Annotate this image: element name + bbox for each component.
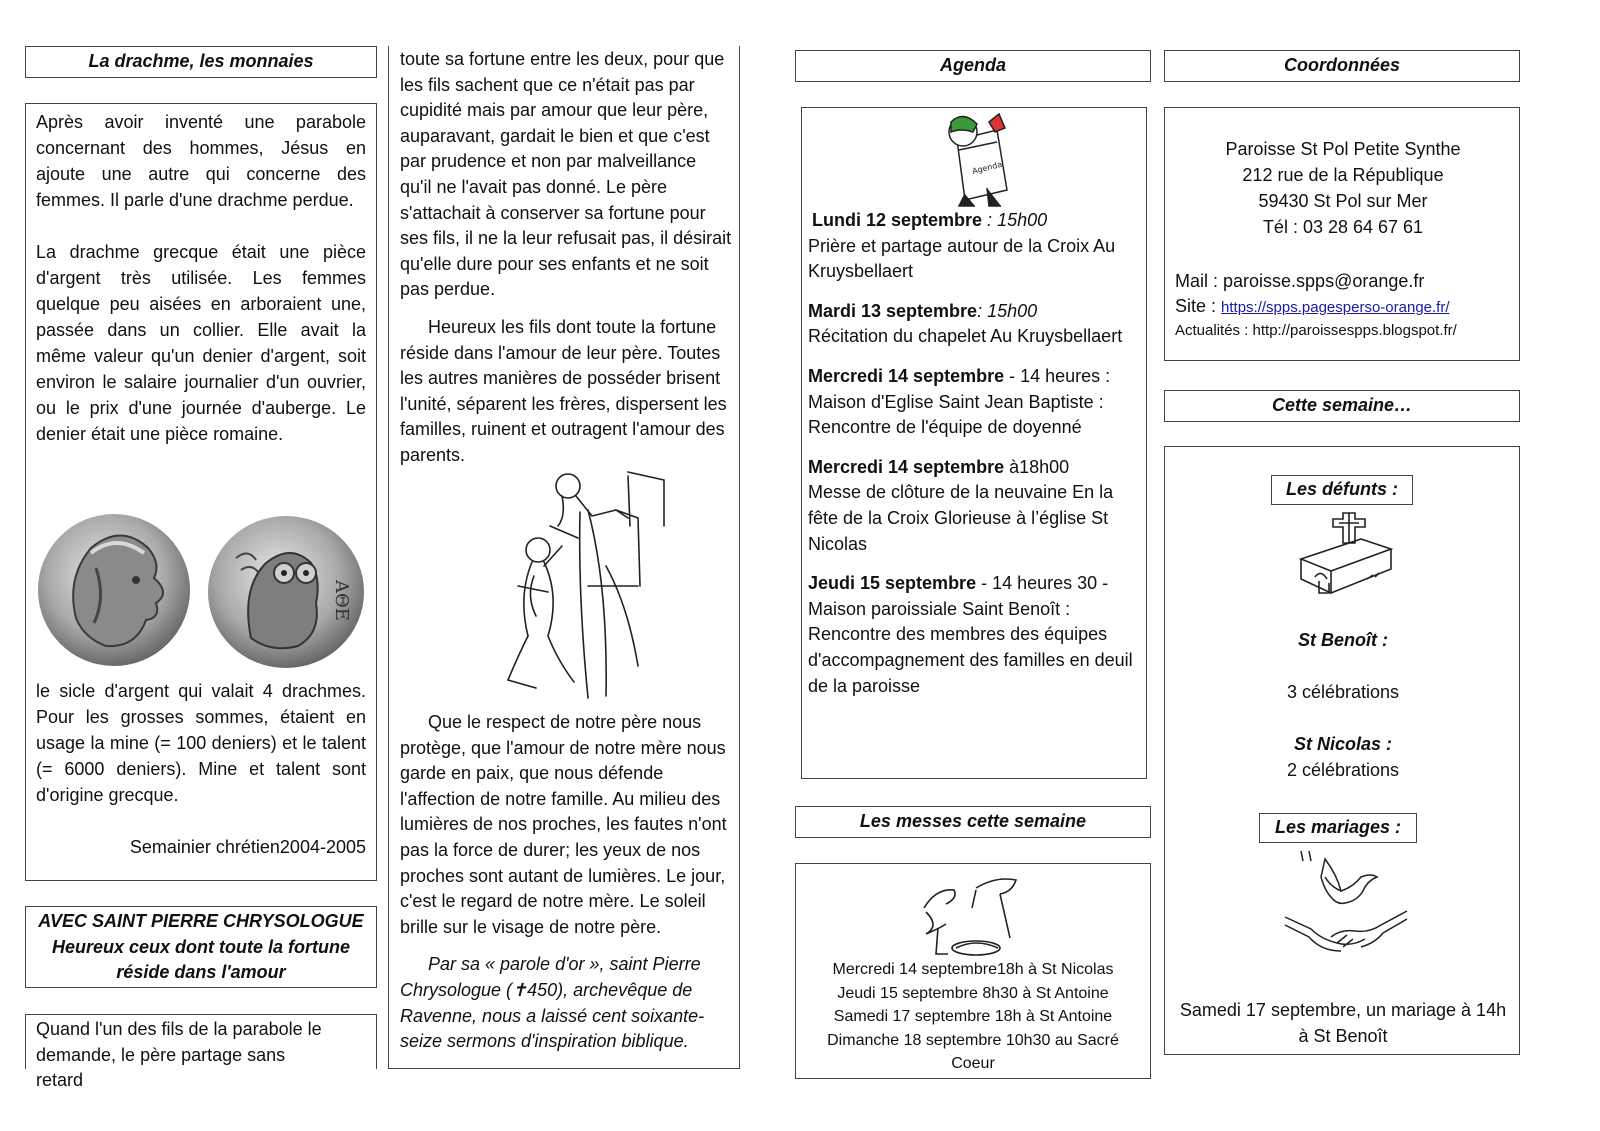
agenda-item-day: Mercredi 14 septembre [808, 456, 1005, 477]
nicolas-value: 2 célébrations [1286, 760, 1400, 780]
chrysologue-heading-line-1: AVEC SAINT PIERRE CHRYSOLOGUE [38, 911, 364, 931]
agenda-clipart [937, 110, 1017, 208]
chrysologue-intro-box [25, 1014, 377, 1091]
chrysologue-intro-text: Quand l'un des fils de la parabole le demande, le père partage sans retard [36, 1019, 322, 1091]
parish-mail: Mail : paroisse.spps@orange.fr [1175, 271, 1425, 291]
drachme-article [25, 103, 377, 881]
nicolas-label: St Nicolas : [1293, 734, 1393, 754]
agenda-item-time: 14 heures : [1020, 365, 1111, 386]
semaine-box [1164, 446, 1520, 1055]
chrysologue-paragraph-2: Heureux les fils dont toute la fortune réside dans l'amour de leur père. Toutes les autres manières de posséder brisent l'unité, séparent les frères, dispersent les familles, ruinent et outragent l'amour des parents. [400, 316, 727, 465]
tomb-clipart [1291, 509, 1399, 609]
drachme-source: Semainier chrétien2004-2005 [129, 837, 366, 857]
chrysologue-heading-line-3: réside dans l'amour [116, 962, 286, 982]
parish-street: 212 rue de la République [1242, 165, 1444, 185]
drachme-heading-text: La drachme, les monnaies [88, 51, 314, 71]
agenda-item-sep: - [1004, 365, 1021, 386]
father-son-illustration [488, 466, 670, 700]
agenda-clipart-label: Agenda [971, 159, 1004, 176]
messes-box [795, 863, 1151, 1079]
benoit-label: St Benoît : [1298, 630, 1388, 650]
mass-line: Mercredi 14 septembre18h à St Nicolas [832, 961, 1114, 978]
communion-clipart [916, 868, 1026, 960]
agenda-box [801, 107, 1147, 779]
athena-coin [38, 514, 190, 666]
dove-hands-clipart [1281, 847, 1411, 957]
parish-phone: Tél : 03 28 64 67 61 [1262, 217, 1424, 237]
chrysologue-paragraph-4: Par sa « parole d'or », saint Pierre Chrysologue (✝450), archevêque de Ravenne, nous a laissé cent soixante-seize sermons d'inspiration biblique. [400, 954, 705, 1052]
chrysologue-paragraph-1: toute sa fortune entre les deux, pour que les fils sachent que ce n'était pas par cupidité mais par amour que leur père, auparavant, gardait le bien et que c'est par prudence et non par malveillance qu'il ne l'avait pas donné. Le père s'attachait à conserver sa fortune pour ses fils, il ne la leur refusait pas, il désirait qu'elle dure pour ses enfants et ne soit pas perdue. [400, 49, 732, 300]
agenda-item [808, 455, 1140, 557]
coordonnees-heading-text: Coordonnées [1283, 55, 1400, 75]
semaine-heading-text: Cette semaine… [1271, 395, 1413, 415]
chrysologue-heading-line-2: Heureux ceux dont toute la fortune [51, 936, 351, 957]
mass-line: Dimanche 18 septembre 10h30 au Sacré [827, 1031, 1119, 1049]
site-link[interactable]: https://spps.pagesperso-orange.fr/ [1221, 299, 1450, 316]
mariages-label [1259, 813, 1417, 843]
chrysologue-heading [25, 906, 377, 988]
messes-heading [795, 806, 1151, 838]
owl-coin [208, 516, 364, 668]
coordonnees-heading [1164, 50, 1520, 82]
agenda-item-day: Mardi 13 septembre [808, 300, 978, 321]
agenda-heading [795, 50, 1151, 82]
chrysologue-paragraph-3: Que le respect de notre père nous protège, que l'amour de notre mère nous garde en paix, que nous défende l'affection de notre famille. Au milieu des lumières de nos proches, les fautes n'ont pas la force de durer; les yeux de nos proches sont autant de lumières. Le jour, c'est le regard de notre mère. Le soleil brille sur le visage de notre père. [400, 712, 727, 937]
parish-blog: Actualités : http://paroissespps.blogspot.fr/ [1175, 322, 1457, 339]
agenda-item-sep: : [977, 300, 988, 321]
coin-letters: ΑΘΕ [331, 580, 352, 621]
site-label: Site : [1175, 296, 1222, 316]
agenda-item-sep: : [982, 210, 998, 230]
parish-name: Paroisse St Pol Petite Synthe [1225, 139, 1461, 159]
mariage-text: Samedi 17 septembre, un mariage à 14h à St Benoît [1179, 1000, 1507, 1046]
defunts-label-text: Les défunts : [1285, 479, 1398, 499]
agenda-item-time: 15h00 [997, 210, 1048, 230]
mass-line: Jeudi 15 septembre 8h30 à St Antoine [837, 984, 1109, 1002]
agenda-item-day: Lundi 12 septembre [812, 210, 983, 230]
agenda-item-desc: Maison d'Eglise Saint Jean Baptiste : Rencontre de l'équipe de doyenné [808, 391, 1104, 438]
agenda-item [808, 299, 1140, 350]
messes-heading-text: Les messes cette semaine [859, 811, 1087, 831]
benoit-value: 3 célébrations [1286, 682, 1400, 702]
parish-city: 59430 St Pol sur Mer [1258, 191, 1428, 211]
agenda-item-day: Jeudi 15 septembre [808, 573, 977, 594]
agenda-item-desc: Maison paroissiale Saint Benoît : Rencontre des membres des équipes d'accompagnement des familles en deuil de la paroisse [808, 598, 1133, 696]
mass-line: Coeur [951, 1055, 995, 1072]
drachme-paragraph-1: Après avoir inventé une parabole concernant des hommes, Jésus en ajoute une autre qui concerne des femmes. Il parle d'une drachme perdue. [36, 112, 366, 210]
agenda-item-desc: Messe de clôture de la neuvaine En la fête de la Croix Glorieuse à l’église St Nicolas [808, 482, 1114, 554]
agenda-item-time: 15h00 [987, 300, 1038, 321]
agenda-item [808, 208, 1140, 285]
agenda-heading-text: Agenda [939, 55, 1006, 75]
agenda-item-desc: Récitation du chapelet Au Kruysbellaert [808, 326, 1123, 347]
agenda-item-desc: Prière et partage autour de la Croix Au Kruysbellaert [808, 235, 1116, 282]
mariages-label-text: Les mariages : [1274, 817, 1402, 837]
drachme-heading [25, 46, 377, 78]
agenda-item-time: 14 heures 30 - [992, 573, 1109, 594]
coordonnees-box [1164, 107, 1520, 361]
mass-line: Samedi 17 septembre 18h à St Antoine [833, 1008, 1113, 1025]
semaine-heading [1164, 390, 1520, 422]
defunts-label [1271, 475, 1413, 505]
agenda-item [808, 364, 1140, 441]
drachme-coins-image [36, 508, 368, 670]
agenda-item [808, 571, 1140, 699]
drachme-paragraph-3: le sicle d'argent qui valait 4 drachmes. Pour les grosses sommes, étaient en usage la mine (= 100 deniers) et le talent (= 6000 deniers). Mine et talent sont d'origine grecque. [36, 681, 366, 805]
agenda-item-time: à18h00 [1009, 456, 1070, 477]
drachme-paragraph-2: La drachme grecque était une pièce d'argent très utilisée. Les femmes quelque peu aisées en arboraient une, passée dans un collier. Elle avait la même valeur qu'un denier d'argent, soit environ le salaire journalier d'un ouvrier, ou le prix d'une journée d'auberge. Le denier était une pièce romaine. [36, 242, 366, 444]
agenda-item-sep: - [976, 573, 993, 594]
agenda-item-day: Mercredi 14 septembre [808, 365, 1005, 386]
